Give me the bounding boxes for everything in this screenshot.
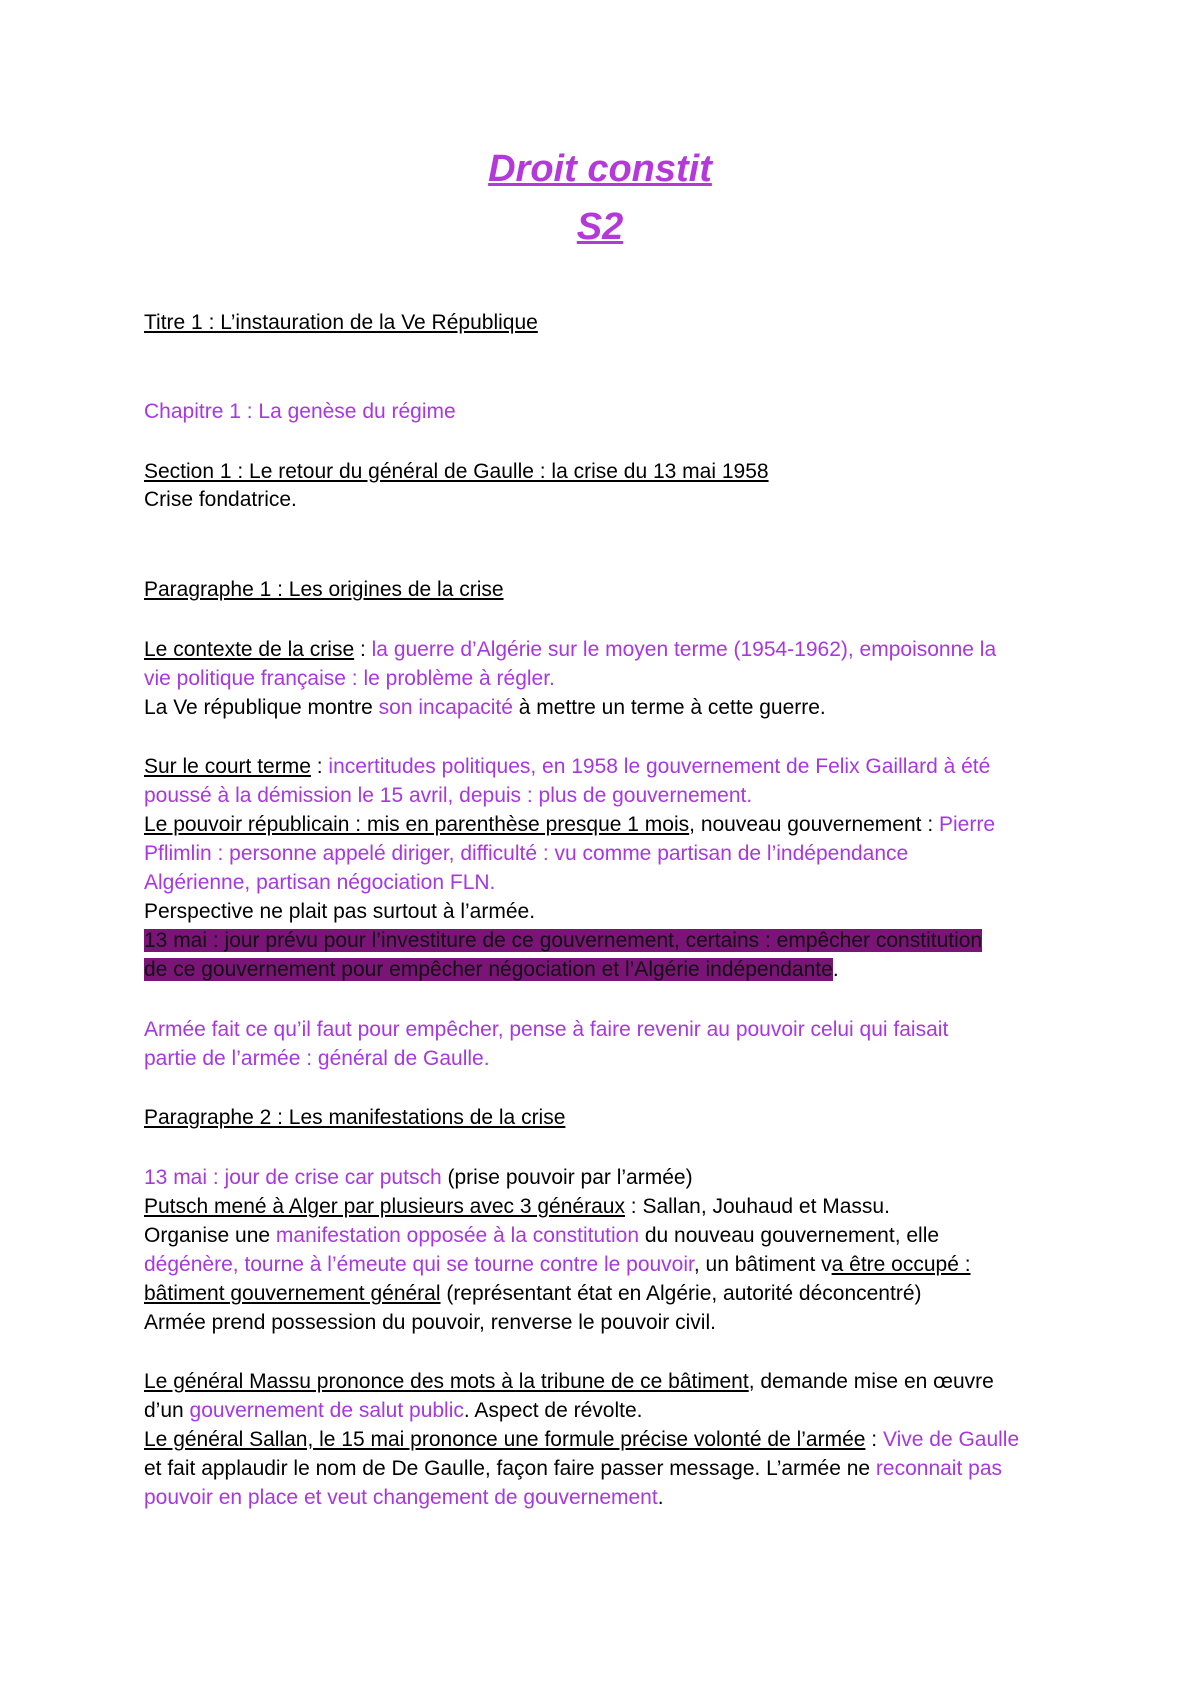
massu-line [144, 1368, 994, 1396]
salut-public-line [144, 1397, 643, 1425]
degenere-a: dégénère, tourne à l’émeute qui se tourne contre le pouvoir [144, 1253, 694, 1276]
pouvoir-line-3: Algérienne, partisan négociation FLN. [144, 871, 496, 894]
armee-line-2: partie de l’armée : général de Gaulle. [144, 1047, 490, 1070]
section-text: Crise fondatrice. [144, 488, 297, 511]
section-heading: Section 1 : Le retour du général de Gaulle : la crise du 13 mai 1958 [144, 460, 769, 483]
mai-crise-line [144, 1164, 693, 1192]
batiment-line [144, 1280, 922, 1308]
context-label: Le contexte de la crise [144, 638, 355, 661]
ve-republique-line [144, 694, 826, 722]
chapitre-heading: Chapitre 1 : La genèse du régime [144, 400, 456, 423]
highlight-line-2 [144, 956, 839, 984]
sallan-label: Le général Sallan, le 15 mai prononce une formule précise volonté de l’armée [144, 1428, 866, 1451]
salut-c: . Aspect de révolte. [463, 1399, 643, 1422]
putsch-line [144, 1193, 890, 1221]
court-terme-text: incertitudes politiques, en 1958 le gouvernement de Felix Gaillard à été [328, 755, 991, 778]
degenere-c: a être occupé : [831, 1253, 971, 1276]
paragraph-2-heading: Paragraphe 2 : Les manifestations de la crise [144, 1106, 566, 1129]
applaudir-line [144, 1455, 1002, 1483]
sallan-quote: Vive de Gaulle [882, 1428, 1020, 1451]
final-line [144, 1484, 664, 1512]
ve-text-b: son incapacité [378, 696, 513, 719]
organise-b: manifestation opposée à la constitution [275, 1224, 639, 1247]
batiment-label: bâtiment gouvernement général [144, 1282, 441, 1305]
context-line-1 [144, 636, 996, 664]
sallan-separator: : [865, 1428, 883, 1451]
ve-text-a: La Ve république montre [144, 696, 379, 719]
salut-b: gouvernement de salut public [189, 1399, 464, 1422]
highlight-end: . [832, 958, 839, 981]
mai-crise-note: (prise pouvoir par l’armée) [441, 1166, 693, 1189]
putsch-rest: : Sallan, Jouhaud et Massu. [624, 1195, 890, 1218]
doc-subtitle: S2 [576, 206, 624, 248]
degenere-b: , un bâtiment v [693, 1253, 832, 1276]
ve-text-c: à mettre un terme à cette guerre. [512, 696, 826, 719]
massu-label: Le général Massu prononce des mots à la tribune de ce bâtiment [144, 1370, 749, 1393]
organise-a: Organise une [144, 1224, 276, 1247]
doc-title: Droit constit [488, 148, 712, 190]
court-terme-line-2: poussé à la démission le 15 avril, depuis : plus de gouvernement. [144, 784, 753, 807]
highlight-text-1: 13 mai : jour prévu pour l’investiture de ce gouvernement, certains : empêcher constitution [144, 929, 983, 952]
applaudir-a: et fait applaudir le nom de De Gaulle, façon faire passer message. L’armée ne [144, 1457, 876, 1480]
sallan-line [144, 1426, 1019, 1454]
pouvoir-label: Le pouvoir républicain : mis en parenthèse presque 1 mois [144, 813, 690, 836]
context-separator: : [354, 638, 372, 661]
salut-a: d’un [144, 1399, 190, 1422]
organise-c: du nouveau gouvernement, elle [639, 1224, 940, 1247]
titre-heading: Titre 1 : L’instauration de la Ve République [144, 311, 538, 334]
highlight-text-2: de ce gouvernement pour empêcher négociation et l’Algérie indépendante [144, 958, 833, 981]
final-end: . [657, 1486, 664, 1509]
court-terme-label: Sur le court terme [144, 755, 311, 778]
putsch-label: Putsch mené à Alger par plusieurs avec 3 généraux [144, 1195, 625, 1218]
context-text: la guerre d’Algérie sur le moyen terme (1954-1962), empoisonne la [371, 638, 997, 661]
court-terme-separator: : [310, 755, 329, 778]
mai-crise-text: 13 mai : jour de crise car putsch [144, 1166, 442, 1189]
highlight-line-1 [144, 927, 982, 955]
pouvoir-name: Pierre [939, 813, 996, 836]
degenere-line [144, 1251, 971, 1279]
applaudir-b: reconnait pas [875, 1457, 1003, 1480]
final-text: pouvoir en place et veut changement de gouvernement [144, 1486, 658, 1509]
court-terme-line-1 [144, 753, 990, 781]
armee-line-1: Armée fait ce qu’il faut pour empêcher, pense à faire revenir au pouvoir celui qui faisait [144, 1018, 949, 1041]
paragraph-1-heading: Paragraphe 1 : Les origines de la crise [144, 578, 504, 601]
context-line-2: vie politique française : le problème à régler. [144, 667, 555, 690]
perspective-line: Perspective ne plait pas surtout à l’armée. [144, 900, 536, 923]
batiment-rest: (représentant état en Algérie, autorité déconcentré) [440, 1282, 922, 1305]
pouvoir-line-1 [144, 811, 995, 839]
massu-rest: , demande mise en œuvre [748, 1370, 994, 1393]
armee-prend-line: Armée prend possession du pouvoir, renverse le pouvoir civil. [144, 1311, 716, 1334]
pouvoir-line-2: Pflimlin : personne appelé diriger, difficulté : vu comme partisan de l’indépendance [144, 842, 909, 865]
pouvoir-mid: , nouveau gouvernement : [689, 813, 939, 836]
organise-line [144, 1222, 939, 1250]
